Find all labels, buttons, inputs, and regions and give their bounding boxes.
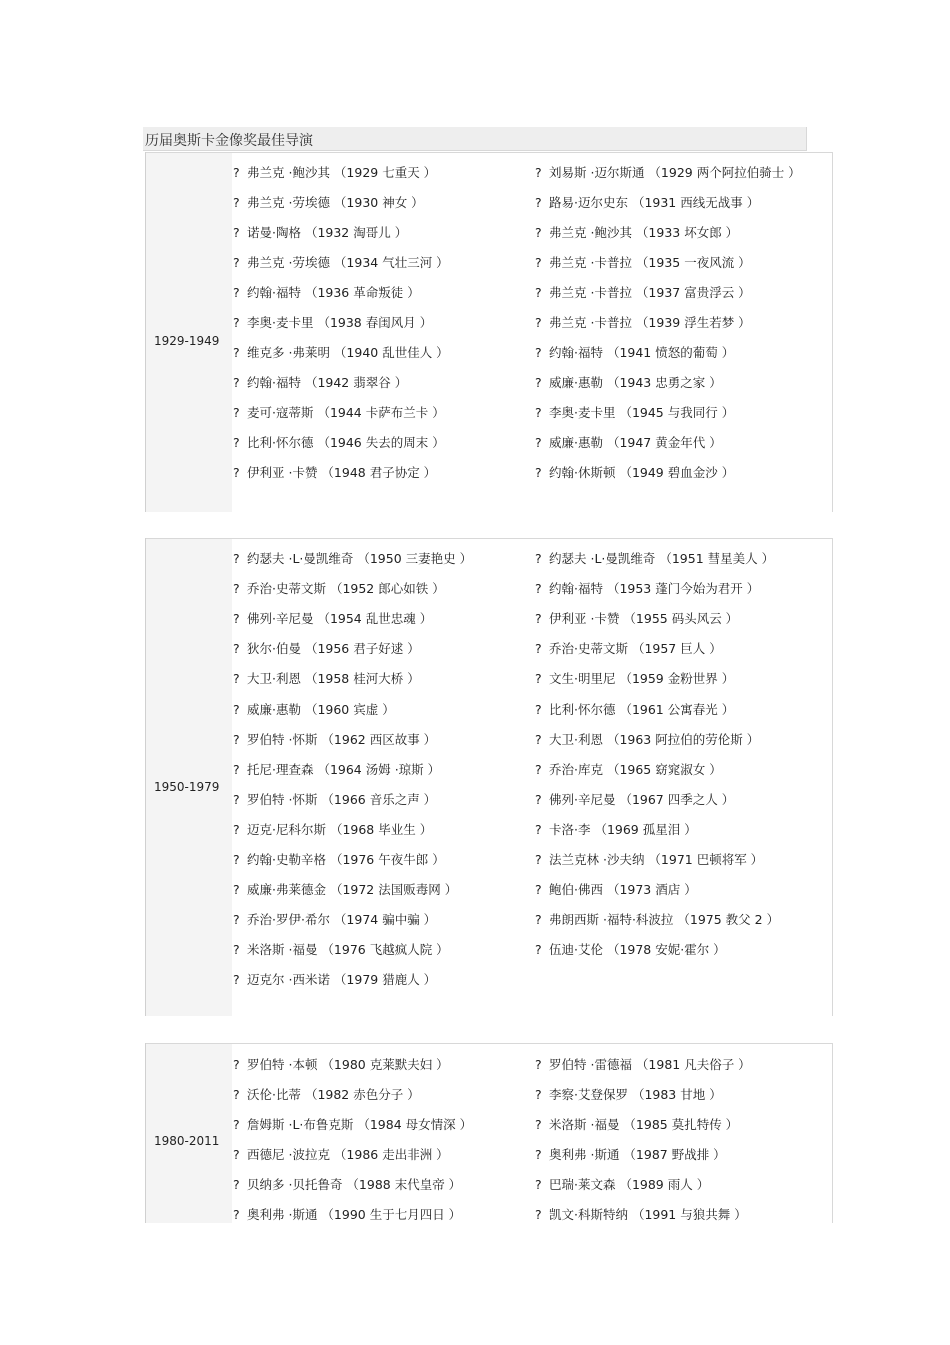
- list-item: [535, 940, 726, 958]
- entry-text: 弗兰克 ·劳埃德 （1934 气壮三河 ）: [247, 255, 449, 270]
- list-item: [535, 760, 722, 778]
- bullet-icon: ?: [233, 405, 240, 420]
- bullet-icon: ?: [535, 852, 542, 867]
- entry-text: 奥利弗 ·斯通 （1990 生于七月四日 ）: [247, 1207, 462, 1222]
- bullet-icon: ?: [233, 792, 240, 807]
- list-item: [535, 433, 722, 451]
- entry-text: 弗兰克 ·鲍沙其 （1929 七重天 ）: [247, 165, 437, 180]
- entry-text: 乔治·罗伊·希尔 （1974 骗中骗 ）: [247, 912, 437, 927]
- bullet-icon: ?: [233, 1117, 240, 1132]
- list-item: [233, 373, 407, 391]
- entry-text: 罗伯特 ·本顿 （1980 克莱默夫妇 ）: [247, 1057, 449, 1072]
- bullet-icon: ?: [535, 165, 542, 180]
- bullet-icon: ?: [233, 1087, 240, 1102]
- list-item: [233, 163, 436, 181]
- entry-text: 巴瑞·莱文森 （1989 雨人 ）: [549, 1177, 710, 1192]
- list-item: [535, 1085, 722, 1103]
- page-title: 历届奥斯卡金像奖最佳导演: [145, 133, 313, 149]
- bullet-icon: ?: [233, 581, 240, 596]
- list-item: [233, 1205, 461, 1223]
- bullet-icon: ?: [233, 1207, 240, 1222]
- list-item: [233, 403, 445, 421]
- bullet-icon: ?: [233, 225, 240, 240]
- entry-text: 威廉·弗莱德金 （1972 法国贩毒网 ）: [247, 882, 458, 897]
- bullet-icon: ?: [535, 225, 542, 240]
- bullet-icon: ?: [535, 581, 542, 596]
- list-item: [535, 700, 734, 718]
- bullet-icon: ?: [535, 375, 542, 390]
- entry-text: 刘易斯 ·迈尔斯通 （1929 两个阿拉伯骑士 ）: [549, 165, 801, 180]
- list-item: [535, 1175, 709, 1193]
- entry-text: 弗兰克 ·鲍沙其 （1933 坏女郎 ）: [549, 225, 739, 240]
- entry-text: 佛列·辛尼曼 （1967 四季之人 ）: [549, 792, 735, 807]
- entry-text: 佛列·辛尼曼 （1954 乱世忠魂 ）: [247, 611, 433, 626]
- list-item: [233, 1175, 461, 1193]
- bullet-icon: ?: [233, 702, 240, 717]
- list-item: [233, 1055, 449, 1073]
- entry-text: 弗朗西斯 ·福特·科波拉 （1975 教父 2 ）: [549, 912, 780, 927]
- bullet-icon: ?: [535, 1147, 542, 1162]
- entry-text: 约瑟夫 ·L·曼凯维奇 （1951 彗星美人 ）: [549, 551, 775, 566]
- entry-text: 詹姆斯 ·L·布鲁克斯 （1984 母女情深 ）: [247, 1117, 473, 1132]
- list-item: [233, 970, 436, 988]
- bullet-icon: ?: [535, 435, 542, 450]
- list-item: [233, 193, 424, 211]
- list-item: [233, 730, 436, 748]
- list-item: [233, 343, 449, 361]
- list-item: [233, 433, 445, 451]
- entry-text: 米洛斯 ·福曼 （1985 莫扎特传 ）: [549, 1117, 739, 1132]
- entry-text: 威廉·惠勒 （1960 宾虚 ）: [247, 702, 395, 717]
- bullet-icon: ?: [535, 611, 542, 626]
- list-item: [535, 669, 734, 687]
- list-item: [233, 700, 395, 718]
- entry-text: 乔治·库克 （1965 窈窕淑女 ）: [549, 762, 722, 777]
- entry-text: 鲍伯·佛西 （1973 酒店 ）: [549, 882, 697, 897]
- list-item: [535, 609, 738, 627]
- bullet-icon: ?: [535, 762, 542, 777]
- bullet-icon: ?: [233, 762, 240, 777]
- entry-text: 法兰克林 ·沙夫纳 （1971 巴顿将军 ）: [549, 852, 764, 867]
- list-item: [535, 313, 751, 331]
- entry-text: 麦可·寇蒂斯 （1944 卡萨布兰卡 ）: [247, 405, 445, 420]
- section-right-border: [832, 152, 833, 512]
- entry-text: 约翰·休斯顿 （1949 碧血金沙 ）: [549, 465, 735, 480]
- list-item: [535, 463, 734, 481]
- bullet-icon: ?: [535, 732, 542, 747]
- section-top-border: [145, 152, 833, 153]
- bullet-icon: ?: [535, 285, 542, 300]
- entry-text: 维克多 ·弗莱明 （1940 乱世佳人 ）: [247, 345, 449, 360]
- list-item: [233, 1145, 449, 1163]
- entry-text: 罗伯特 ·雷德福 （1981 凡夫俗子 ）: [549, 1057, 751, 1072]
- entry-text: 约瑟夫 ·L·曼凯维奇 （1950 三妻艳史 ）: [247, 551, 473, 566]
- list-item: [233, 910, 436, 928]
- bullet-icon: ?: [535, 195, 542, 210]
- bullet-icon: ?: [233, 465, 240, 480]
- list-item: [233, 639, 420, 657]
- bullet-icon: ?: [535, 641, 542, 656]
- bullet-icon: ?: [233, 345, 240, 360]
- entry-text: 狄尔·伯曼 （1956 君子好逑 ）: [247, 641, 420, 656]
- list-item: [535, 1115, 738, 1133]
- bullet-icon: ?: [233, 641, 240, 656]
- section-right-border: [832, 538, 833, 1016]
- entry-text: 约翰·福特 （1953 蓬门今始为君开 ）: [549, 581, 760, 596]
- list-item: [233, 820, 432, 838]
- bullet-icon: ?: [535, 405, 542, 420]
- bullet-icon: ?: [535, 912, 542, 927]
- bullet-icon: ?: [535, 792, 542, 807]
- list-item: [233, 1085, 420, 1103]
- entry-text: 伍迪·艾伦 （1978 安妮·霍尔 ）: [549, 942, 726, 957]
- bullet-icon: ?: [535, 942, 542, 957]
- list-item: [535, 910, 779, 928]
- period-cell: [146, 539, 232, 1016]
- bullet-icon: ?: [535, 465, 542, 480]
- bullet-icon: ?: [233, 165, 240, 180]
- entry-text: 诺曼·陶格 （1932 淘哥儿 ）: [247, 225, 408, 240]
- bullet-icon: ?: [535, 1057, 542, 1072]
- list-item: [233, 579, 445, 597]
- entry-text: 西德尼 ·波拉克 （1986 走出非洲 ）: [247, 1147, 449, 1162]
- entry-text: 罗伯特 ·怀斯 （1966 音乐之声 ）: [247, 792, 437, 807]
- entry-text: 约翰·福特 （1941 愤怒的葡萄 ）: [549, 345, 735, 360]
- list-item: [535, 880, 697, 898]
- list-item: [535, 253, 751, 271]
- bullet-icon: ?: [535, 1207, 542, 1222]
- entry-text: 约翰·福特 （1942 翡翠谷 ）: [247, 375, 408, 390]
- list-item: [535, 549, 774, 567]
- list-item: [535, 850, 763, 868]
- entry-text: 路易·迈尔史东 （1931 西线无战事 ）: [549, 195, 760, 210]
- list-item: [535, 193, 759, 211]
- entry-text: 弗兰克 ·卡普拉 （1937 富贵浮云 ）: [549, 285, 751, 300]
- entry-text: 弗兰克 ·卡普拉 （1939 浮生若梦 ）: [549, 315, 751, 330]
- bullet-icon: ?: [233, 912, 240, 927]
- entry-text: 伊利亚 ·卡赞 （1948 君子协定 ）: [247, 465, 437, 480]
- entry-text: 沃伦·比蒂 （1982 赤色分子 ）: [247, 1087, 420, 1102]
- entry-text: 米洛斯 ·福曼 （1976 飞越疯人院 ）: [247, 942, 449, 957]
- bullet-icon: ?: [535, 1177, 542, 1192]
- list-item: [233, 760, 440, 778]
- entry-text: 迈克尔 ·西米诺 （1979 猎鹿人 ）: [247, 972, 437, 987]
- list-item: [233, 313, 432, 331]
- bullet-icon: ?: [233, 1147, 240, 1162]
- bullet-icon: ?: [535, 1087, 542, 1102]
- list-item: [535, 790, 734, 808]
- bullet-icon: ?: [233, 671, 240, 686]
- bullet-icon: ?: [233, 1057, 240, 1072]
- list-item: [233, 940, 449, 958]
- period-label: 1929-1949: [154, 334, 220, 348]
- entry-text: 罗伯特 ·怀斯 （1962 西区故事 ）: [247, 732, 437, 747]
- entry-text: 凯文·科斯特纳 （1991 与狼共舞 ）: [549, 1207, 747, 1222]
- list-item: [233, 850, 445, 868]
- list-item: [233, 609, 432, 627]
- list-item: [535, 223, 738, 241]
- entry-text: 李奥·麦卡里 （1938 春闺风月 ）: [247, 315, 433, 330]
- entry-text: 乔治·史蒂文斯 （1957 巨人 ）: [549, 641, 722, 656]
- entry-text: 乔治·史蒂文斯 （1952 郎心如铁 ）: [247, 581, 445, 596]
- bullet-icon: ?: [233, 435, 240, 450]
- list-item: [535, 403, 734, 421]
- section-top-border: [145, 538, 833, 539]
- entry-text: 弗兰克 ·劳埃德 （1930 神女 ）: [247, 195, 424, 210]
- list-item: [535, 1205, 747, 1223]
- list-item: [233, 283, 420, 301]
- bullet-icon: ?: [535, 1117, 542, 1132]
- bullet-icon: ?: [233, 1177, 240, 1192]
- bullet-icon: ?: [233, 942, 240, 957]
- bullet-icon: ?: [233, 732, 240, 747]
- list-item: [535, 283, 751, 301]
- list-item: [535, 1145, 726, 1163]
- list-item: [233, 463, 436, 481]
- bullet-icon: ?: [233, 972, 240, 987]
- entry-text: 比利·怀尔德 （1961 公寓春光 ）: [549, 702, 735, 717]
- bullet-icon: ?: [233, 852, 240, 867]
- list-item: [233, 669, 420, 687]
- bullet-icon: ?: [535, 315, 542, 330]
- title-bar: [143, 127, 807, 151]
- list-item: [535, 373, 722, 391]
- entry-text: 李奥·麦卡里 （1945 与我同行 ）: [549, 405, 735, 420]
- period-label: 1980-2011: [154, 1134, 220, 1148]
- entry-text: 奥利弗 ·斯通 （1987 野战排 ）: [549, 1147, 726, 1162]
- entry-text: 托尼·理查森 （1964 汤姆 ·琼斯 ）: [247, 762, 441, 777]
- bullet-icon: ?: [233, 375, 240, 390]
- entry-text: 大卫·利恩 （1963 阿拉伯的劳伦斯 ）: [549, 732, 760, 747]
- entry-text: 贝纳多 ·贝托鲁奇 （1988 末代皇帝 ）: [247, 1177, 462, 1192]
- period-cell: [146, 153, 232, 512]
- bullet-icon: ?: [233, 315, 240, 330]
- list-item: [535, 579, 759, 597]
- list-item: [535, 730, 759, 748]
- bullet-icon: ?: [535, 255, 542, 270]
- period-cell: [146, 1044, 232, 1223]
- period-label: 1950-1979: [154, 780, 220, 794]
- bullet-icon: ?: [233, 611, 240, 626]
- entry-text: 卡洛·李 （1969 孤星泪 ）: [549, 822, 697, 837]
- list-item: [233, 790, 436, 808]
- entry-text: 威廉·惠勒 （1947 黄金年代 ）: [549, 435, 722, 450]
- bullet-icon: ?: [535, 822, 542, 837]
- bullet-icon: ?: [233, 551, 240, 566]
- bullet-icon: ?: [233, 285, 240, 300]
- bullet-icon: ?: [233, 882, 240, 897]
- section-right-border: [832, 1043, 833, 1223]
- entry-text: 文生·明里尼 （1959 金粉世界 ）: [549, 671, 735, 686]
- entry-text: 约翰·福特 （1936 革命叛徒 ）: [247, 285, 420, 300]
- bullet-icon: ?: [535, 702, 542, 717]
- list-item: [535, 343, 734, 361]
- entry-text: 约翰·史勒辛格 （1976 午夜牛郎 ）: [247, 852, 445, 867]
- bullet-icon: ?: [233, 255, 240, 270]
- list-item: [233, 1115, 472, 1133]
- bullet-icon: ?: [535, 671, 542, 686]
- list-item: [233, 223, 407, 241]
- entry-text: 比利·怀尔德 （1946 失去的周末 ）: [247, 435, 445, 450]
- bullet-icon: ?: [233, 822, 240, 837]
- bullet-icon: ?: [233, 195, 240, 210]
- bullet-icon: ?: [535, 345, 542, 360]
- entry-text: 弗兰克 ·卡普拉 （1935 一夜风流 ）: [549, 255, 751, 270]
- entry-text: 威廉·惠勒 （1943 忠勇之家 ）: [549, 375, 722, 390]
- entry-text: 李察·艾登保罗 （1983 甘地 ）: [549, 1087, 722, 1102]
- entry-text: 大卫·利恩 （1958 桂河大桥 ）: [247, 671, 420, 686]
- section-top-border: [145, 1043, 833, 1044]
- bullet-icon: ?: [535, 882, 542, 897]
- list-item: [233, 549, 472, 567]
- entry-text: 伊利亚 ·卡赞 （1955 码头风云 ）: [549, 611, 739, 626]
- list-item: [233, 253, 449, 271]
- list-item: [535, 163, 801, 181]
- list-item: [535, 820, 697, 838]
- list-item: [535, 639, 722, 657]
- list-item: [535, 1055, 751, 1073]
- bullet-icon: ?: [535, 551, 542, 566]
- entry-text: 迈克·尼科尔斯 （1968 毕业生 ）: [247, 822, 433, 837]
- list-item: [233, 880, 457, 898]
